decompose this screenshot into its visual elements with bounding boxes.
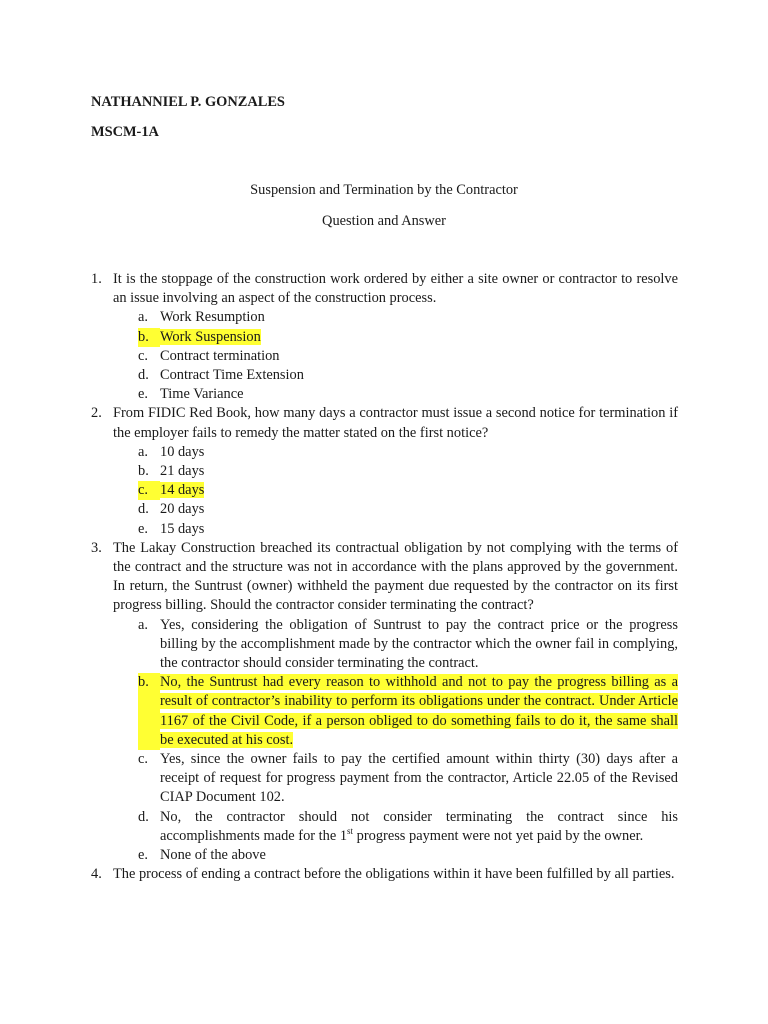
option-letter: a. xyxy=(138,309,148,326)
option-text: Yes, since the owner fails to pay the certified amount within thirty (30) days after a receipt of request for progress payment from the contractor, Article 22.05 of the Revised CIAP Document 102. xyxy=(160,751,678,806)
option-text: 21 days xyxy=(160,463,205,480)
option-letter: e. xyxy=(138,847,148,864)
option-text-highlighted: No, the Suntrust had every reason to withhold and not to pay the progress billing as a result of contractor’s inability to perform its obligations under the contract. Under Article 1167 of the Civil Code, if a person obliged to do something fails to do it, the same shall be executed at his cost. xyxy=(160,674,678,748)
option-letter: b. xyxy=(138,463,149,480)
option-b xyxy=(138,462,678,481)
option-letter: a. xyxy=(138,443,148,460)
option-letter: e. xyxy=(138,386,148,403)
option-b-answer xyxy=(138,673,678,750)
question-text: The Lakay Construction breached its contractual obligation by not complying with the terms of the contract and the structure was not in accordance with the plans approved by the government. In return, the Suntrust (owner) withheld the payment due requested by the contractor on its first progress billing. Should the contractor consider terminating the contract? xyxy=(113,539,678,614)
option-a xyxy=(138,308,678,327)
option-e xyxy=(138,520,678,539)
option-letter: c. xyxy=(138,347,148,364)
option-text: Work Resumption xyxy=(160,309,265,326)
option-e xyxy=(138,846,678,865)
option-text-highlighted: 14 days xyxy=(160,482,205,499)
option-a xyxy=(138,616,678,674)
ordinal-superscript: st xyxy=(347,826,354,837)
option-d xyxy=(138,366,678,385)
option-c xyxy=(138,347,678,366)
option-text: Contract termination xyxy=(160,347,280,364)
class-code: MSCM-1A xyxy=(91,124,159,140)
question-text: From FIDIC Red Book, how many days a contractor must issue a second notice for termination if the employer fails to remedy the matter stated on the first notice? xyxy=(113,405,678,441)
question-number: 2. xyxy=(91,405,102,422)
question-2 xyxy=(91,404,678,538)
option-letter: b. xyxy=(138,328,160,347)
option-text-highlighted: Work Suspension xyxy=(160,328,261,345)
option-c xyxy=(138,750,678,808)
option-text: Yes, considering the obligation of Suntrust to pay the contract price or the progress billing by the accomplishment made by the contractor which the owner fail in complying, the contractor should consider terminating the contract. xyxy=(160,616,678,672)
option-letter: d. xyxy=(138,501,149,518)
option-d xyxy=(138,500,678,519)
question-text: The process of ending a contract before the obligations within it have been fulfilled by all parties. xyxy=(113,866,675,883)
option-d xyxy=(138,808,678,846)
option-letter: b. xyxy=(138,673,160,750)
option-text: 20 days xyxy=(160,501,205,518)
document-subtitle: Question and Answer xyxy=(322,213,446,229)
option-text: 15 days xyxy=(160,520,205,537)
option-list xyxy=(113,308,678,404)
option-list xyxy=(113,616,678,866)
student-name: NATHANNIEL P. GONZALES xyxy=(91,94,285,110)
question-number: 1. xyxy=(91,271,102,287)
question-1 xyxy=(91,270,678,404)
option-text: No, the contractor should not consider terminating the contract since his accomplishments made for the 1st progress payment were not yet paid by the owner. xyxy=(160,808,678,844)
question-4 xyxy=(91,865,678,884)
option-a xyxy=(138,443,678,462)
option-letter: d. xyxy=(138,367,149,384)
document-title: Suspension and Termination by the Contractor xyxy=(250,182,518,198)
question-3 xyxy=(91,539,678,865)
option-text: None of the above xyxy=(160,847,266,864)
option-c-answer xyxy=(138,481,678,500)
option-letter: a. xyxy=(138,616,148,633)
option-b-answer xyxy=(138,328,678,347)
option-list xyxy=(113,443,678,539)
option-text: 10 days xyxy=(160,443,205,460)
question-list xyxy=(91,270,678,885)
option-text: Contract Time Extension xyxy=(160,367,304,384)
option-letter: c. xyxy=(138,481,160,500)
option-text: Time Variance xyxy=(160,386,244,403)
option-letter: e. xyxy=(138,520,148,537)
option-letter: d. xyxy=(138,808,149,825)
question-number: 3. xyxy=(91,539,102,556)
option-e xyxy=(138,385,678,404)
question-text: It is the stoppage of the construction work ordered by either a site owner or contractor to resolve an issue involving an aspect of the construction process. xyxy=(113,271,678,307)
question-number: 4. xyxy=(91,866,102,883)
option-letter: c. xyxy=(138,751,148,768)
